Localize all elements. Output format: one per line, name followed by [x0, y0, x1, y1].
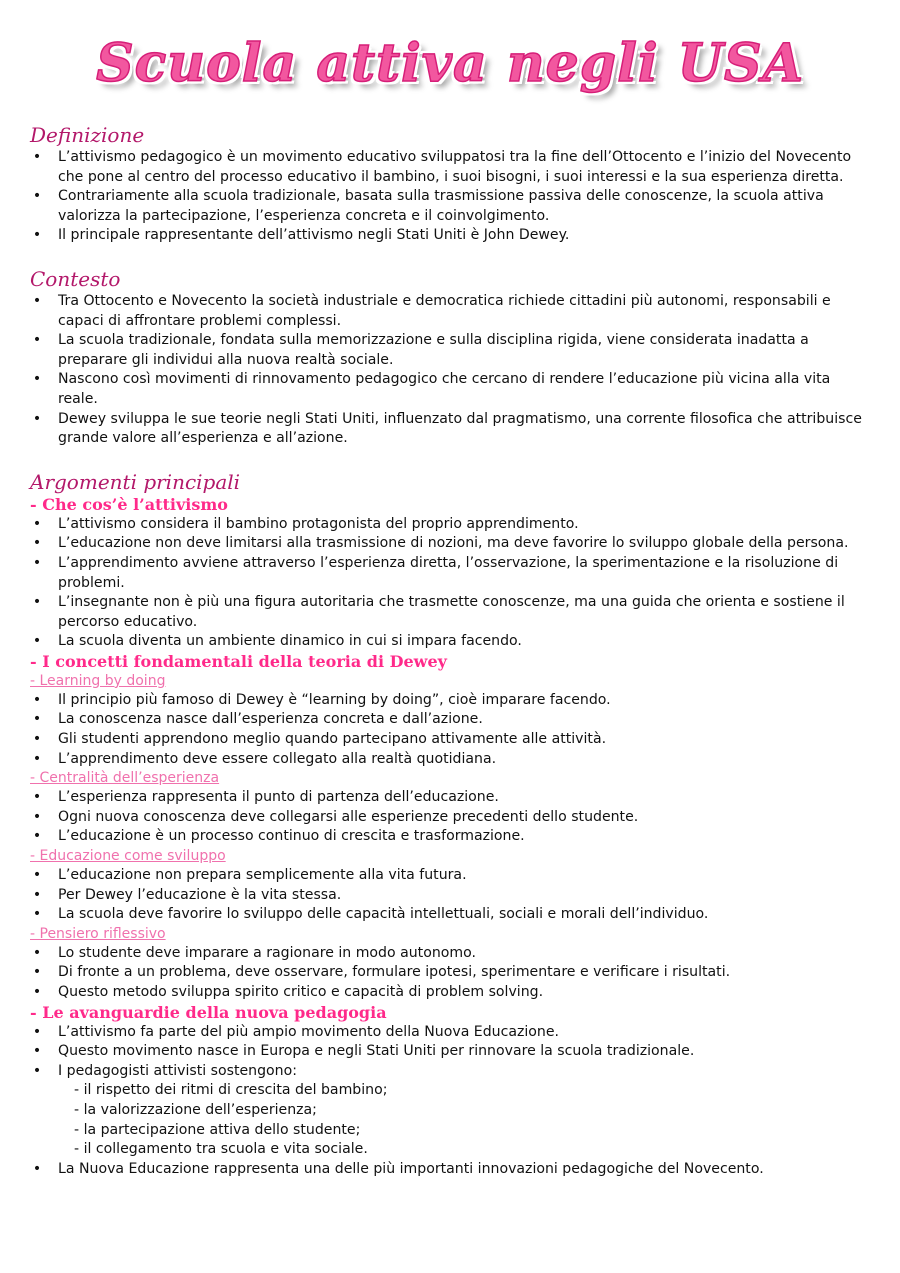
subsection-heading: - Che cos’è l’attivismo [30, 494, 228, 514]
bullet-icon: • [32, 1160, 42, 1177]
list-item [30, 944, 870, 964]
topic-heading: - Learning by doing [30, 672, 166, 689]
bullet-list [30, 788, 870, 847]
list-item-text: Il principale rappresentante dell’attivismo negli Stati Uniti è John Dewey. [58, 227, 570, 244]
list-item-text: Questo movimento nasce in Europa e negli Stati Uniti per rinnovare la scuola tradizionale. [58, 1043, 695, 1060]
list-item [30, 187, 870, 226]
list-item [30, 534, 870, 554]
bullet-icon: • [32, 789, 42, 806]
list-item [30, 1042, 870, 1062]
list-item-text: Questo metodo sviluppa spirito critico e capacità di problem solving. [58, 984, 544, 1000]
bullet-icon: • [32, 886, 42, 903]
list-item-text: L’attivismo pedagogico è un movimento educativo sviluppatosi tra la fine dell’Ottocento e l’inizio del Novecento che pone al centro del processo educativo il bambino, i suoi bisogni, i suoi interessi e la sua esperienza diretta. [58, 149, 852, 185]
topic-heading: - Pensiero riflessivo [30, 925, 166, 942]
list-item [30, 1023, 870, 1043]
bullet-list [30, 292, 870, 449]
section-heading: Argomenti principali [30, 469, 241, 494]
list-item-text: L’attivismo fa parte del più ampio movimento della Nuova Educazione. [58, 1023, 559, 1040]
bullet-icon: • [32, 1023, 42, 1040]
sub-list-item: - la partecipazione attiva dello studente; [74, 1121, 361, 1138]
list-item-text: L’educazione non prepara semplicemente alla vita futura. [58, 867, 467, 884]
sub-list-item: - il collegamento tra scuola e vita sociale. [74, 1141, 368, 1158]
list-item-text: La conoscenza nasce dall’esperienza concreta e dall’azione. [58, 711, 483, 728]
list-item [30, 632, 870, 652]
list-item [30, 886, 870, 906]
bullet-icon: • [32, 149, 42, 165]
list-item-text: L’esperienza rappresenta il punto di partenza dell’educazione. [58, 789, 499, 806]
subsection-heading: - Le avanguardie della nuova pedagogia [30, 1002, 387, 1022]
list-item-text: La Nuova Educazione rappresenta una delle più importanti innovazioni pedagogiche del Novecento. [58, 1160, 764, 1177]
list-item-text: Gli studenti apprendono meglio quando partecipano attivamente alle attività. [58, 731, 607, 748]
bullet-icon: • [32, 594, 42, 611]
list-item-text: Ogni nuova conoscenza deve collegarsi alle esperienze precedenti dello studente. [58, 808, 639, 825]
section-argomenti [30, 469, 870, 1180]
list-item-text: L’apprendimento avviene attraverso l’esperienza diretta, l’osservazione, la sperimentazione e la risoluzione di problemi. [58, 554, 839, 591]
topic-heading: - Educazione come sviluppo [30, 848, 226, 865]
bullet-list [30, 1160, 870, 1180]
list-item-text: L’insegnante non è più una figura autoritaria che trasmette conoscenze, ma una guida che orienta e sostiene il percorso educativo. [58, 594, 845, 630]
list-item [30, 226, 870, 246]
section-definizione [30, 122, 870, 246]
bullet-icon: • [32, 944, 42, 961]
bullet-icon: • [32, 554, 42, 571]
list-item [30, 905, 870, 925]
list-item [30, 554, 870, 593]
list-item [30, 788, 870, 808]
section-heading: Contesto [30, 266, 121, 291]
bullet-icon: • [32, 535, 42, 552]
list-item [30, 710, 870, 730]
bullet-icon: • [32, 828, 42, 845]
bullet-icon: • [32, 1043, 42, 1060]
list-item [30, 515, 870, 535]
section-contesto [30, 266, 870, 449]
list-item-text: Per Dewey l’educazione è la vita stessa. [58, 886, 342, 903]
list-item-text: Dewey sviluppa le sue teorie negli Stati Uniti, influenzato dal pragmatismo, una corrente filosofica che attribuisce grande valore all’esperienza e all’azione. [58, 410, 862, 447]
list-item [30, 866, 870, 886]
bullet-icon: • [32, 984, 42, 1000]
bullet-icon: • [32, 808, 42, 825]
list-item-text: La scuola tradizionale, fondata sulla memorizzazione e sulla disciplina rigida, viene considerata inadatta a preparare gli individui alla nuova realtà sociale. [58, 332, 809, 368]
list-item [30, 827, 870, 847]
sub-list-item: - la valorizzazione dell’esperienza; [74, 1101, 317, 1118]
list-item [30, 691, 870, 711]
list-item-text: L’apprendimento deve essere collegato alla realtà quotidiana. [58, 750, 497, 767]
bullet-icon: • [32, 515, 42, 532]
bullet-icon: • [32, 691, 42, 708]
list-item [30, 148, 870, 187]
list-item [30, 370, 870, 409]
bullet-icon: • [32, 332, 42, 349]
list-item [30, 963, 870, 983]
list-item-text: Di fronte a un problema, deve osservare, formulare ipotesi, sperimentare e verificare i risultati. [58, 964, 731, 981]
bullet-icon: • [32, 906, 42, 923]
bullet-icon: • [32, 867, 42, 884]
list-item [30, 983, 870, 1003]
content [30, 122, 870, 1179]
list-item [30, 1062, 870, 1082]
sub-list [30, 1081, 870, 1159]
bullet-icon: • [32, 371, 42, 388]
list-item [30, 1160, 870, 1180]
bullet-icon: • [32, 1062, 42, 1079]
list-item-text: L’attivismo considera il bambino protagonista del proprio apprendimento. [58, 515, 579, 532]
list-item [30, 331, 870, 370]
list-item-text: Nascono così movimenti di rinnovamento pedagogico che cercano di rendere l’educazione più vicina alla vita reale. [58, 371, 831, 407]
bullet-icon: • [32, 227, 42, 244]
list-item [30, 410, 870, 449]
bullet-icon: • [32, 711, 42, 728]
bullet-icon: • [32, 633, 42, 650]
bullet-icon: • [32, 188, 42, 205]
bullet-list [30, 1023, 870, 1082]
page-title: Scuola attiva negli USA [96, 33, 804, 94]
list-item [30, 593, 870, 632]
bullet-list [30, 691, 870, 769]
list-item [30, 730, 870, 750]
bullet-list [30, 866, 870, 925]
bullet-icon: • [32, 292, 42, 309]
bullet-icon: • [32, 410, 42, 427]
list-item-text: L’educazione è un processo continuo di crescita e trasformazione. [58, 828, 525, 845]
list-item-text: I pedagogisti attivisti sostengono: [58, 1062, 297, 1079]
list-item [30, 808, 870, 828]
list-item [30, 750, 870, 770]
list-item-text: Lo studente deve imparare a ragionare in modo autonomo. [58, 944, 476, 961]
bullet-list [30, 148, 870, 246]
sub-list-item: - il rispetto dei ritmi di crescita del bambino; [74, 1082, 388, 1099]
list-item-text: L’educazione non deve limitarsi alla trasmissione di nozioni, ma deve favorire lo sviluppo globale della persona. [58, 535, 849, 552]
bullet-icon: • [32, 731, 42, 748]
bullet-list [30, 515, 870, 652]
list-item-text: Contrariamente alla scuola tradizionale, basata sulla trasmissione passiva delle conoscenze, la scuola attiva valorizza la partecipazione, l’esperienza concreta e il coinvolgimento. [58, 188, 824, 224]
bullet-list [30, 944, 870, 1003]
list-item-text: La scuola deve favorire lo sviluppo delle capacità intellettuali, sociali e morali dell’individuo. [58, 906, 709, 923]
list-item-text: Il principio più famoso di Dewey è “learning by doing”, cioè imparare facendo. [58, 691, 611, 708]
bullet-icon: • [32, 964, 42, 981]
list-item [30, 292, 870, 331]
bullet-icon: • [32, 750, 42, 767]
list-item-text: Tra Ottocento e Novecento la società industriale e democratica richiede cittadini più autonomi, responsabili e capaci di affrontare problemi complessi. [58, 292, 831, 329]
topic-heading: - Centralità dell’esperienza [30, 770, 220, 787]
subsection-heading: - I concetti fondamentali della teoria di Dewey [30, 651, 447, 671]
list-item-text: La scuola diventa un ambiente dinamico in cui si impara facendo. [58, 633, 522, 650]
section-heading: Definizione [30, 123, 145, 147]
